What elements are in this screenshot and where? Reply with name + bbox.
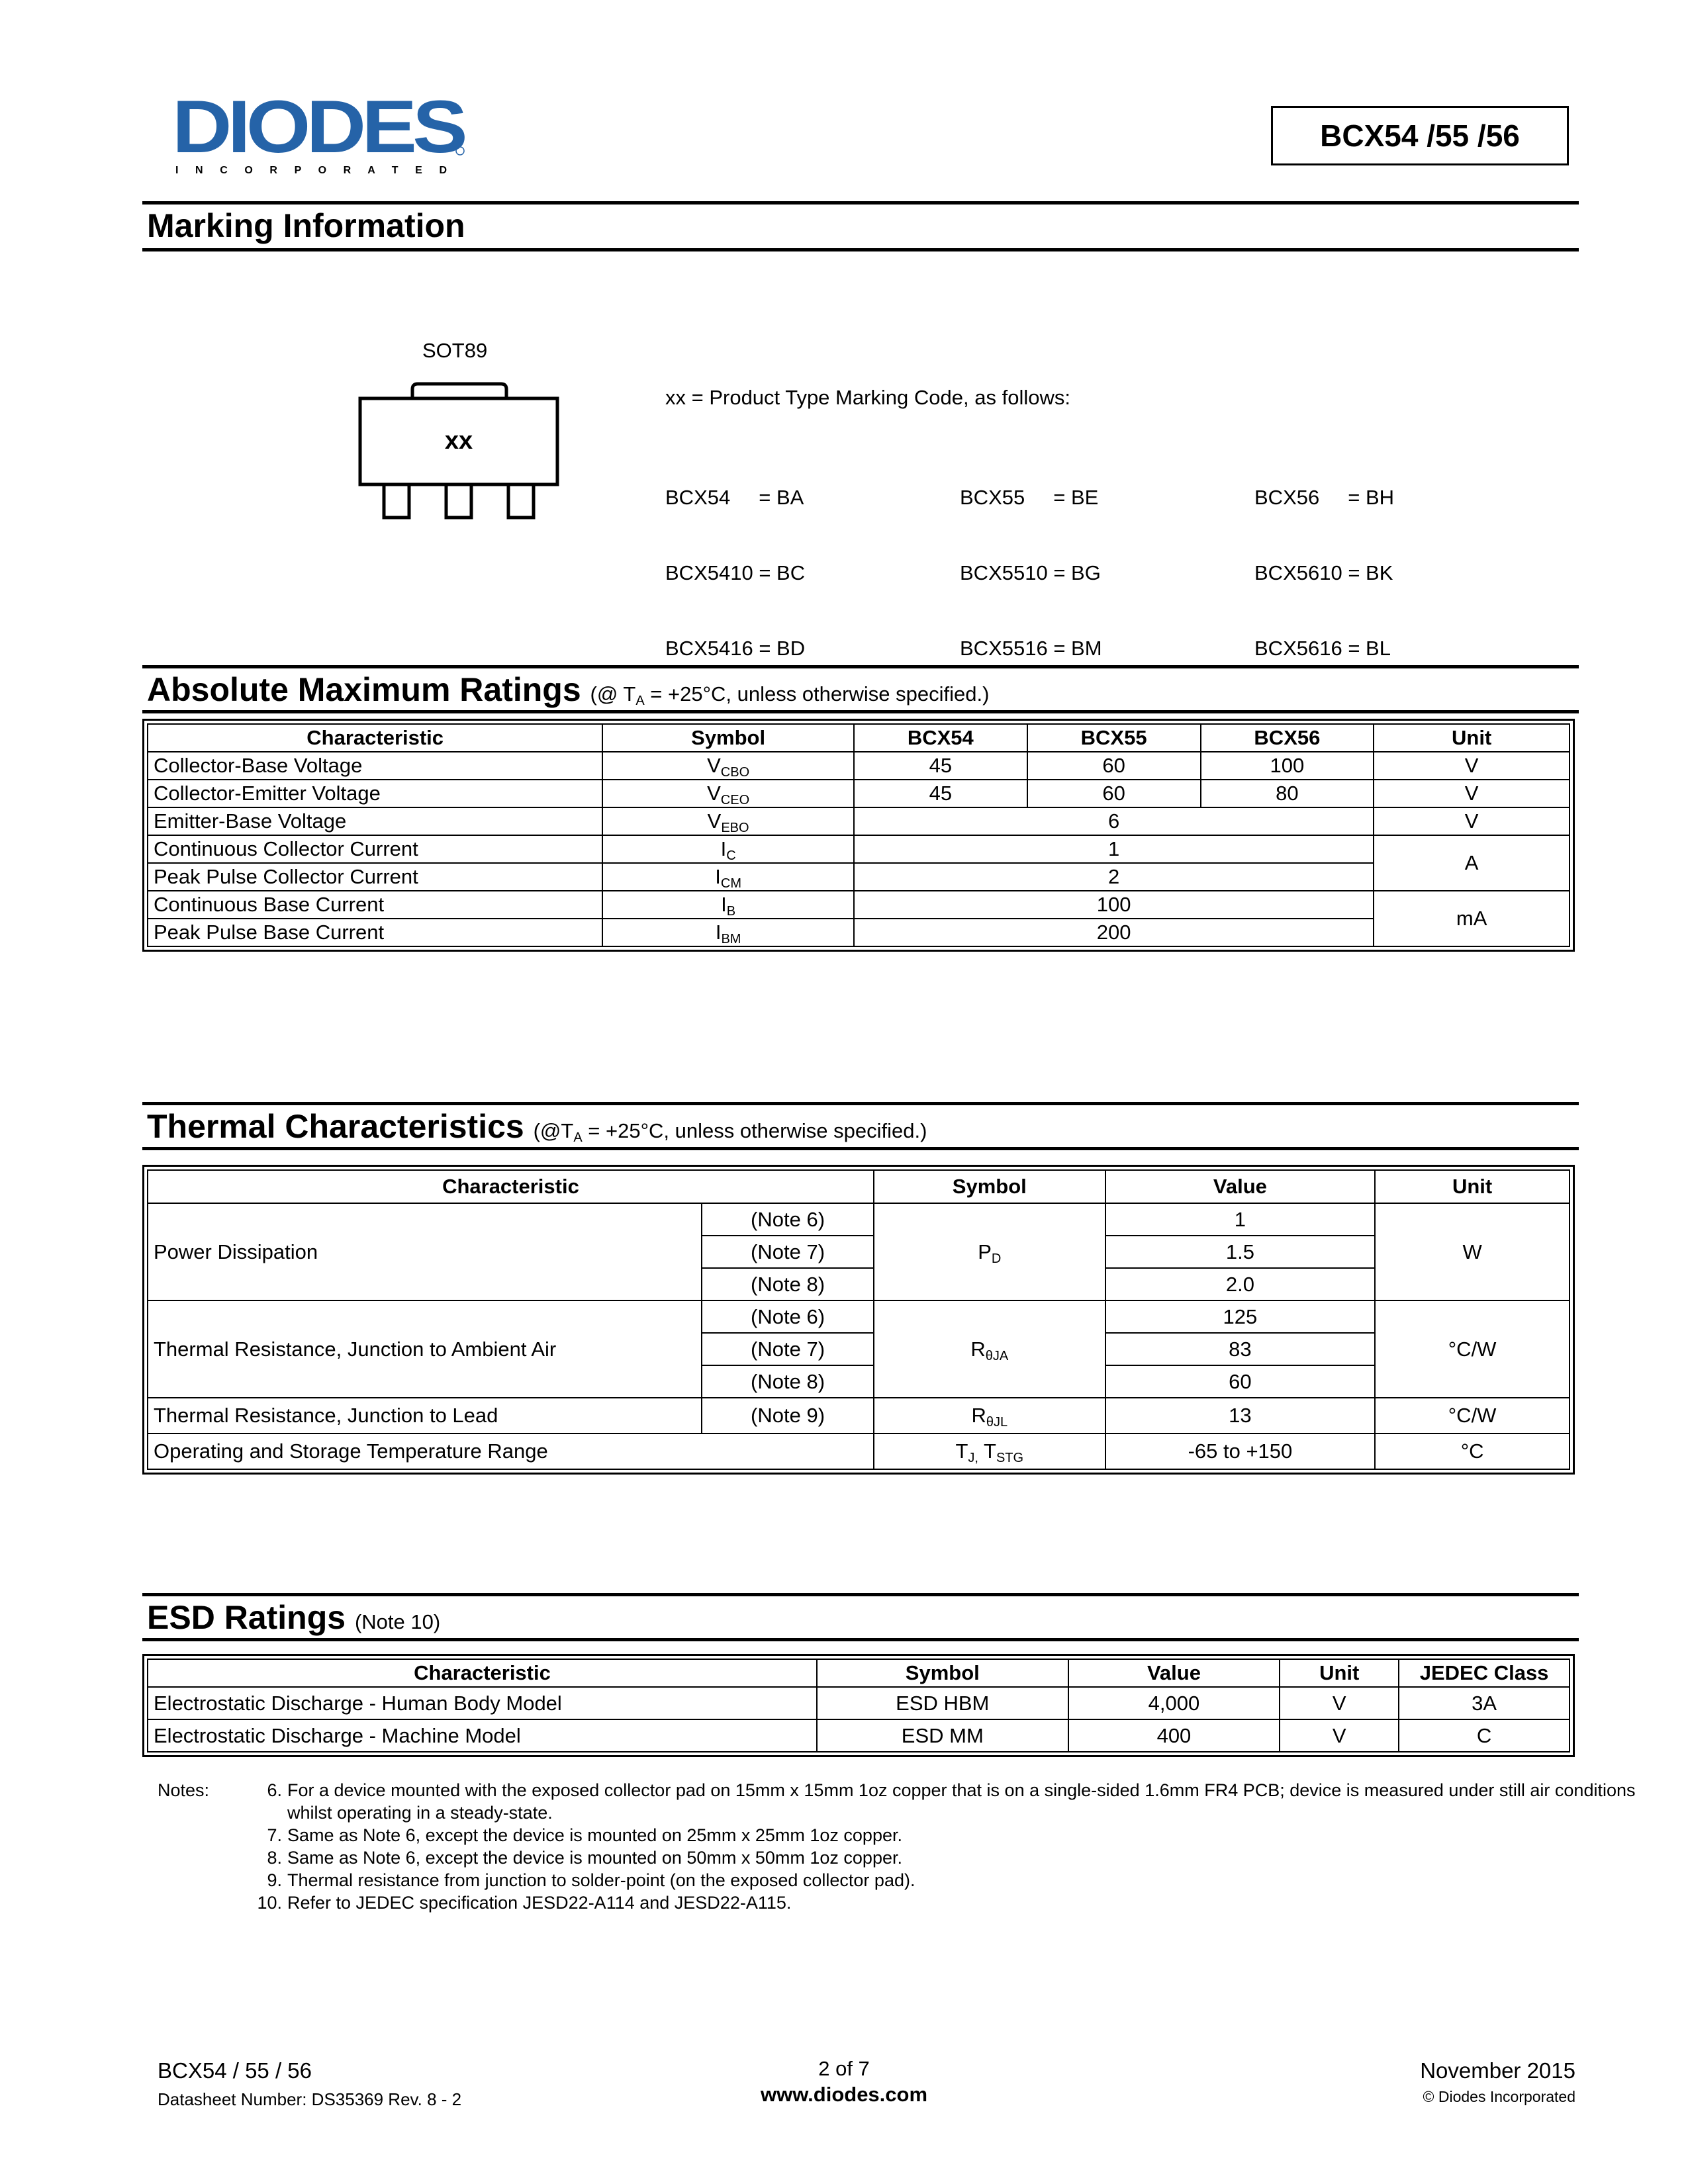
- marking-code: BCX5516 = BM: [960, 637, 1102, 660]
- marking-code: BCX5616 = BL: [1254, 637, 1391, 660]
- marking-codes-col2: [960, 435, 1102, 686]
- marking-code: BCX5410 = BC: [665, 561, 806, 584]
- marking-title: Marking Information: [147, 207, 465, 244]
- table-row: Continuous Collector Current $I_C$ 1 A: [148, 835, 1570, 863]
- footer-page: 2 of 7: [818, 2057, 870, 2080]
- table-header-row: Characteristic Symbol Value Unit: [148, 1170, 1570, 1203]
- footer-part: BCX54 / 55 / 56: [158, 2058, 312, 2083]
- table-row: Operating and Storage Temperature Range $T_{J,}$ $T_{STG}$ -65 to +150 °C: [148, 1433, 1570, 1469]
- sot89-package-drawing: [357, 371, 563, 523]
- part-number-box: BCX54 /55 /56: [1271, 106, 1569, 165]
- amr-title: Absolute Maximum Ratings (@ $T_A = +25^\circ C$, unless otherwise specified.): [147, 671, 990, 708]
- section-rule: [142, 665, 1579, 668]
- marking-codes-col3: [1254, 435, 1394, 686]
- footer-ds-number: Datasheet Number: DS35369 Rev. 8 - 2: [158, 2089, 462, 2109]
- note-item: 10. Refer to JEDEC specification JESD22-A114 and JESD22-A115.: [257, 1893, 792, 1913]
- table-row: Thermal Resistance, Junction to Lead (Note 9) $R_{\theta JL}$ 13 °C/W: [148, 1398, 1570, 1433]
- section-rule: [142, 1147, 1579, 1150]
- thermal-title: Thermal Characteristics ($@T_A = +25^\circ C$, unless otherwise specified.): [147, 1108, 927, 1145]
- marking-code: BCX54 = BA: [665, 486, 804, 509]
- table-row: Electrostatic Discharge - Human Body Model ESD HBM 4,000 V 3A: [148, 1687, 1570, 1719]
- table-row: Power Dissipation (Note 6) $P_D$ 1 W: [148, 1203, 1570, 1236]
- table-row: (Note 8) 2.0: [148, 1268, 1570, 1300]
- marking-code: BCX5416 = BD: [665, 637, 806, 660]
- footer-date: November 2015: [1420, 2058, 1575, 2083]
- amr-table: [147, 723, 1570, 947]
- table-row: (Note 8) 60: [148, 1365, 1570, 1398]
- footer-url[interactable]: www.diodes.com: [760, 2083, 928, 2106]
- table-row: Emitter-Base Voltage $V_{EBO}$ 6 V: [148, 807, 1570, 835]
- table-row: Peak Pulse Collector Current $I_{CM}$ 2: [148, 863, 1570, 891]
- footer-copyright: © Diodes Incorporated: [1423, 2088, 1575, 2105]
- section-rule: [142, 201, 1579, 205]
- logo-text: DIODES: [172, 93, 465, 168]
- logo-sub: I N C O R P O R A T E D: [175, 165, 447, 176]
- thermal-subtitle: ($@T_A = +25^\circ C$, unless otherwise specified.): [533, 1119, 927, 1145]
- note-item: 7. Same as Note 6, except the device is mounted on 25mm x 25mm 1oz copper.: [267, 1825, 902, 1845]
- table-row: Collector-Base Voltage $V_{CBO}$ 45 60 100 V: [148, 752, 1570, 780]
- esd-subtitle: (Note 10): [354, 1610, 441, 1633]
- note-item: 9. Thermal resistance from junction to solder-point (on the exposed collector pad).: [267, 1870, 915, 1890]
- table-row: Peak Pulse Base Current $I_{BM}$ 200: [148, 919, 1570, 946]
- package-label: SOT89: [422, 339, 488, 362]
- table-row: Thermal Resistance, Junction to Ambient Air (Note 6) $R_{\theta JA}$ 125 °C/W: [148, 1300, 1570, 1333]
- table-row: Electrostatic Discharge - Machine Model ESD MM 400 V C: [148, 1719, 1570, 1752]
- marking-codes-col1: [665, 435, 805, 686]
- esd-title: ESD Ratings (Note 10): [147, 1599, 441, 1636]
- table-row: Continuous Base Current $I_B$ 100 mA: [148, 891, 1570, 919]
- table-header-row: Characteristic Symbol Value Unit JEDEC Class: [148, 1659, 1570, 1687]
- section-rule: [142, 1638, 1579, 1641]
- section-rule: [142, 1102, 1579, 1105]
- table-row: (Note 7) 1.5: [148, 1236, 1570, 1268]
- marking-description: xx = Product Type Marking Code, as follows:: [665, 386, 1070, 409]
- diodes-logo: [169, 93, 467, 179]
- note-item: 6. For a device mounted with the exposed collector pad on 15mm x 15mm 1oz copper that is on a single-sided 1.6mm FR4 PCB; device is measured under still air conditions whilst operating in a steady-state.: [267, 1780, 1636, 1823]
- thermal-table: [147, 1169, 1570, 1470]
- amr-subtitle: (@ $T_A = +25^\circ C$, unless otherwise specified.): [590, 682, 990, 708]
- marking-code: BCX5510 = BG: [960, 561, 1101, 584]
- marking-code: BCX56 = BH: [1254, 486, 1395, 509]
- chip-code: xx: [444, 427, 473, 455]
- table-row: Collector-Emitter Voltage $V_{CEO}$ 45 60 80 V: [148, 780, 1570, 807]
- section-rule: [142, 1593, 1579, 1596]
- section-rule: [142, 248, 1579, 251]
- marking-code: BCX55 = BE: [960, 486, 1099, 509]
- section-rule: [142, 710, 1579, 713]
- marking-code: BCX5610 = BK: [1254, 561, 1393, 584]
- table-row: (Note 7) 83: [148, 1333, 1570, 1365]
- note-item: 8. Same as Note 6, except the device is mounted on 50mm x 50mm 1oz copper.: [267, 1848, 902, 1868]
- esd-table: [147, 1659, 1570, 1752]
- notes-label: Notes:: [158, 1780, 210, 1800]
- table-header-row: Characteristic Symbol BCX54 BCX55 BCX56 Unit: [148, 724, 1570, 752]
